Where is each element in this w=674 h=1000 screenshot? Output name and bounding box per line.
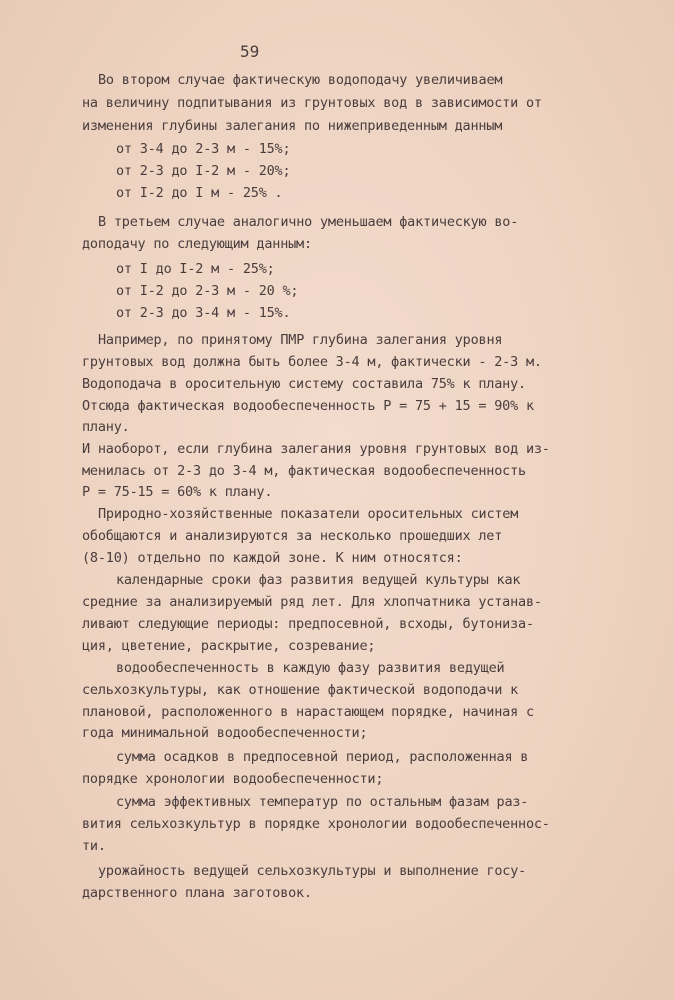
text-line: от 2-3 до I-2 м - 20%;: [116, 163, 291, 179]
text-line: Природно-хозяйственные показатели оросительных систем: [98, 506, 519, 522]
text-line: от I-2 до 2-3 м - 20 %;: [116, 283, 299, 299]
text-line: сумма осадков в предпосевной период, расположенная в: [116, 749, 529, 765]
text-line: на величину подпитывания из грунтовых вод в зависимости от: [82, 95, 542, 111]
text-line: доподачу по следующим данным:: [82, 236, 312, 252]
text-line: урожайность ведущей сельхозкультуры и выполнение госу-: [98, 863, 527, 879]
text-line: порядке хронологии водообеспеченности;: [82, 771, 384, 787]
text-line: В третьем случае аналогично уменьшаем фактическую во-: [98, 214, 519, 230]
text-line: водообеспеченность в каждую фазу развития ведущей: [116, 660, 505, 676]
text-line: ция, цветение, раскрытие, созревание;: [82, 638, 376, 654]
text-line: грунтовых вод должна быть более 3-4 м, фактически - 2-3 м.: [82, 354, 542, 370]
page-number: 59: [240, 42, 260, 61]
text-line: Например, по принятому ПМР глубина залегания уровня: [98, 332, 503, 348]
text-line: календарные сроки фаз развития ведущей культуры как: [116, 572, 521, 588]
text-line: обобщаются и анализируются за несколько прошедших лет: [82, 528, 503, 544]
text-line: Водоподача в оросительную систему составила 75% к плану.: [82, 376, 526, 392]
text-line: дарственного плана заготовок.: [82, 885, 312, 901]
text-line: от I-2 до I м - 25% .: [116, 185, 283, 201]
text-line: средние за анализируемый ряд лет. Для хлопчатника устанав-: [82, 594, 542, 610]
text-line: сельхозкультуры, как отношение фактической водоподачи к: [82, 682, 519, 698]
text-line: (8-10) отдельно по каждой зоне. К ним относятся:: [82, 550, 463, 566]
text-line: вития сельхозкультур в порядке хронологии водообеспеченнос-: [82, 816, 550, 832]
text-line: плану.: [82, 419, 130, 435]
text-line: плановой, расположенного в нарастающем порядке, начиная с: [82, 704, 534, 720]
text-line: сумма эффективных температур по остальным фазам раз-: [116, 794, 529, 810]
text-line: ливают следующие периоды: предпосевной, всходы, бутониза-: [82, 616, 534, 632]
text-line: от 3-4 до 2-3 м - 15%;: [116, 141, 291, 157]
text-line: года минимальной водообеспеченности;: [82, 725, 368, 741]
text-line: ти.: [82, 838, 106, 854]
text-line: изменения глубины залегания по нижеприведенным данным: [82, 118, 503, 134]
text-line: от I до I-2 м - 25%;: [116, 261, 275, 277]
text-line: Р = 75-15 = 60% к плану.: [82, 484, 273, 500]
text-line: менилась от 2-3 до 3-4 м, фактическая водообеспеченность: [82, 463, 526, 479]
text-line: Во втором случае фактическую водоподачу увеличиваем: [98, 72, 503, 88]
text-line: И наоборот, если глубина залегания уровня грунтовых вод из-: [82, 441, 550, 457]
text-line: от 2-3 до 3-4 м - 15%.: [116, 305, 291, 321]
text-line: Отсюда фактическая водообеспеченность Р = 75 + 15 = 90% к: [82, 398, 534, 414]
